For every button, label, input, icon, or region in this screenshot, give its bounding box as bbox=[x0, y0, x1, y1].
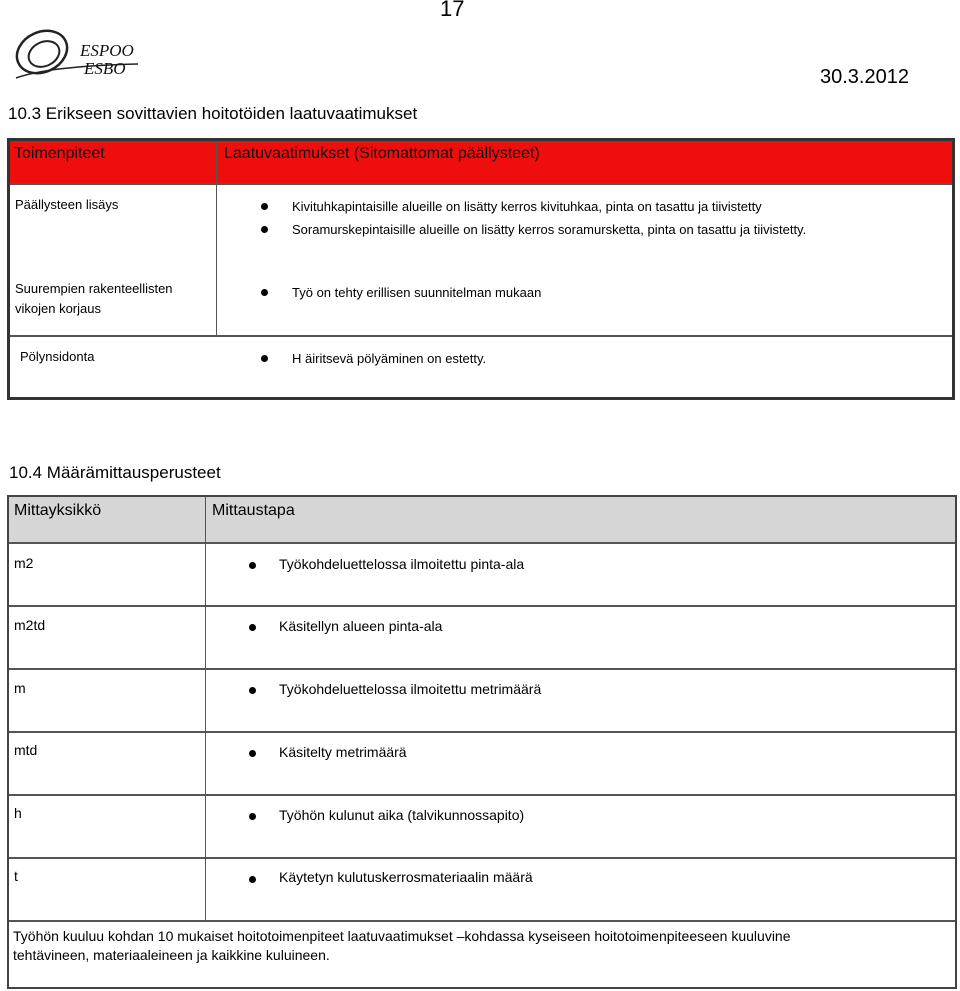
unit-cell: m2td bbox=[14, 617, 46, 633]
table-footnote bbox=[13, 927, 913, 965]
bullet-icon bbox=[261, 226, 268, 233]
method-cell: Työhön kulunut aika (talvikunnossapito) bbox=[279, 807, 525, 823]
table-header-row bbox=[10, 141, 952, 185]
bullet-icon bbox=[249, 562, 256, 569]
requirement-text: Työ on tehty erillisen suunnitelman mukaan bbox=[292, 285, 542, 300]
section-title-10-3: 10.3 Erikseen sovittavien hoitotöiden laatuvaatimukset bbox=[8, 104, 418, 123]
column-header-mittayksikko: Mittayksikkö bbox=[14, 502, 102, 519]
unit-cell: m bbox=[14, 680, 26, 696]
method-cell: Työkohdeluettelossa ilmoitettu pinta-ala bbox=[279, 556, 525, 572]
document-date: 30.3.2012 bbox=[820, 66, 909, 88]
bullet-icon bbox=[261, 289, 268, 296]
requirement-text: H äiritsevä pölyäminen on estetty. bbox=[292, 351, 487, 366]
footnote-line: Työhön kuuluu kohdan 10 mukaiset hoitotoimenpiteet laatuvaatimukset –kohdassa kyseiseen hoitotoimenpiteeseen kuuluvine bbox=[13, 928, 791, 944]
column-header-laatuvaatimukset: Laatuvaatimukset (Sitomattomat päällysteet) bbox=[224, 145, 540, 162]
bullet-icon bbox=[261, 355, 268, 362]
row-divider bbox=[9, 668, 955, 670]
bullet-icon bbox=[249, 876, 256, 883]
method-cell: Käytetyn kulutuskerrosmateriaalin määrä bbox=[279, 869, 533, 885]
row-divider bbox=[10, 335, 952, 337]
row-divider bbox=[9, 605, 955, 607]
row-label-paallysteen-lisays: Päällysteen lisäys bbox=[15, 197, 119, 212]
logo-text-esbo: ESBO bbox=[84, 59, 126, 78]
column-header-toimenpiteet: Toimenpiteet bbox=[14, 145, 105, 162]
method-cell: Käsitelty metrimäärä bbox=[279, 744, 407, 760]
column-divider bbox=[216, 141, 217, 337]
row-divider bbox=[9, 794, 955, 796]
row-divider bbox=[9, 920, 955, 922]
requirement-text: Soramurskepintaisille alueille on lisätty kerros soramursketta, pinta on tasattu ja tiivistetty. bbox=[292, 222, 807, 237]
method-cell: Käsitellyn alueen pinta-ala bbox=[279, 618, 443, 634]
row-divider bbox=[9, 857, 955, 859]
unit-cell: t bbox=[14, 868, 18, 884]
table-header-row bbox=[9, 497, 955, 544]
quality-requirements-table bbox=[7, 138, 955, 400]
measurement-basis-table bbox=[7, 495, 957, 989]
logo-text-espoo: ESPOO bbox=[80, 41, 134, 60]
bullet-icon bbox=[249, 750, 256, 757]
espoo-logo bbox=[10, 18, 150, 88]
unit-cell: mtd bbox=[14, 742, 38, 758]
footnote-line: tehtävineen, materiaaleineen ja kaikkine kuluineen. bbox=[13, 947, 330, 963]
bullet-icon bbox=[249, 624, 256, 631]
row-label-rakenteelliset-viat-line2: vikojen korjaus bbox=[15, 301, 101, 316]
row-label-rakenteelliset-viat-line1: Suurempien rakenteellisten bbox=[15, 281, 173, 296]
page-number: 17 bbox=[440, 0, 465, 21]
row-label-polynsidonta: Pölynsidonta bbox=[20, 349, 95, 364]
unit-cell: m2 bbox=[14, 555, 34, 571]
bullet-icon bbox=[261, 203, 268, 210]
method-cell: Työkohdeluettelossa ilmoitettu metrimäärä bbox=[279, 681, 542, 697]
unit-cell: h bbox=[14, 805, 22, 821]
requirement-text: Kivituhkapintaisille alueille on lisätty kerros kivituhkaa, pinta on tasattu ja tiivistetty bbox=[292, 199, 762, 214]
bullet-icon bbox=[249, 687, 256, 694]
row-divider bbox=[9, 731, 955, 733]
bullet-icon bbox=[249, 813, 256, 820]
section-title-10-4: 10.4 Määrämittausperusteet bbox=[9, 463, 221, 482]
column-header-mittaustapa: Mittaustapa bbox=[212, 502, 295, 519]
